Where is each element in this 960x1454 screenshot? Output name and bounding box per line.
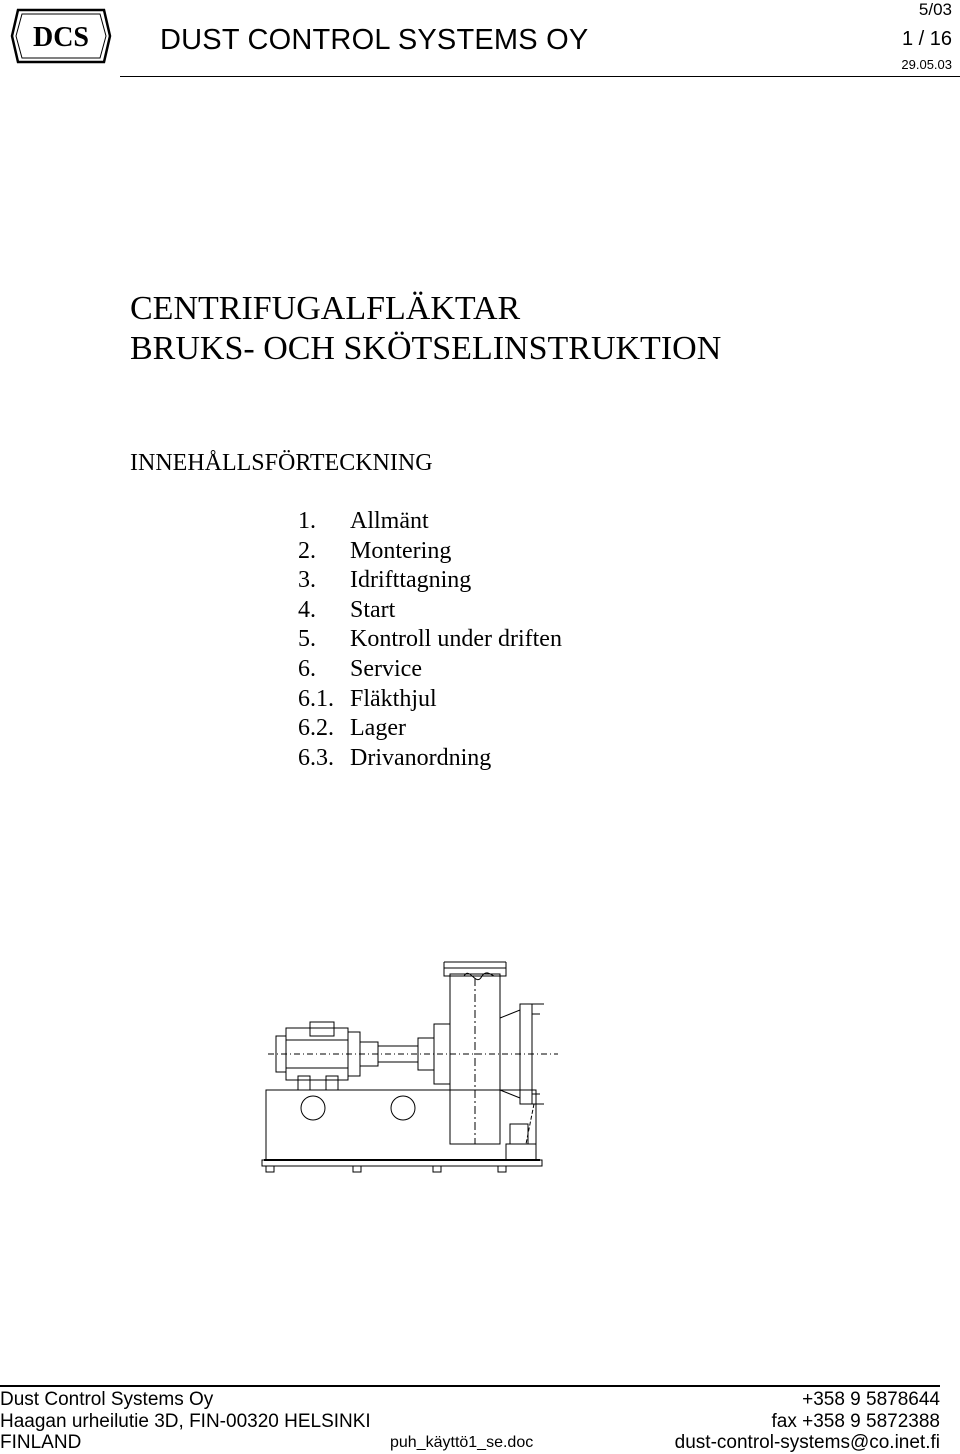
footer-divider (0, 1385, 940, 1387)
toc-item (298, 685, 562, 715)
toc-item-label: Start (350, 596, 396, 623)
toc-item-number: 1. (298, 508, 316, 534)
toc-item-number: 6.2. (298, 715, 334, 742)
toc-item-number: 3. (298, 567, 316, 594)
footer-fax: fax +358 9 5872388 (771, 1411, 940, 1432)
footer-country: FINLAND (0, 1432, 82, 1453)
toc-item-number: 6.1. (298, 685, 334, 712)
footer-email: dust-control-systems@co.inet.fi (674, 1432, 940, 1453)
toc-item (298, 744, 562, 774)
toc-item (298, 714, 562, 744)
toc-item (298, 537, 562, 567)
toc-item (298, 566, 562, 596)
logo-text: DCS (32, 22, 90, 53)
toc-item-number: 6.3. (298, 744, 334, 771)
footer-company-name: Dust Control Systems Oy (0, 1389, 214, 1410)
footer-address: Haagan urheilutie 3D, FIN-00320 HELSINKI (0, 1411, 371, 1432)
toc-item-label: Fläkthjul (350, 685, 437, 712)
toc-item (298, 655, 562, 685)
toc-heading: INNEHÅLLSFÖRTECKNING (130, 450, 433, 476)
page-number: 1 / 16 (901, 28, 952, 50)
centrifugal-fan-drawing (258, 958, 563, 1178)
toc-item (298, 507, 562, 537)
company-name: DUST CONTROL SYSTEMS OY (160, 24, 589, 56)
toc-item-number: 6. (298, 655, 316, 682)
toc-item-number: 2. (298, 537, 316, 564)
document-code: 5/03 (918, 0, 952, 19)
toc-item-label: Kontroll under driften (350, 626, 562, 653)
dcs-logo (10, 8, 112, 64)
footer-phone: +358 9 5878644 (802, 1389, 940, 1410)
toc-item-label: Allmänt (350, 508, 429, 534)
toc-item-label: Montering (350, 537, 452, 564)
toc-item-label: Drivanordning (350, 744, 492, 771)
toc-item (298, 625, 562, 655)
toc-item-label: Idrifttagning (350, 567, 472, 594)
document-date: 29.05.03 (901, 57, 952, 72)
document-title-line-2: BRUKS- OCH SKÖTSELINSTRUKTION (130, 330, 722, 367)
toc-item-number: 4. (298, 596, 316, 623)
header-divider (120, 76, 960, 77)
document-title-line-1: CENTRIFUGALFLÄKTAR (130, 290, 521, 327)
toc-item (298, 596, 562, 626)
toc-item-number: 5. (298, 626, 316, 653)
toc-item-label: Service (350, 655, 422, 682)
toc-item-label: Lager (350, 715, 406, 742)
footer-filename: puh_käyttö1_se.doc (390, 1434, 534, 1451)
toc-list (298, 507, 562, 773)
